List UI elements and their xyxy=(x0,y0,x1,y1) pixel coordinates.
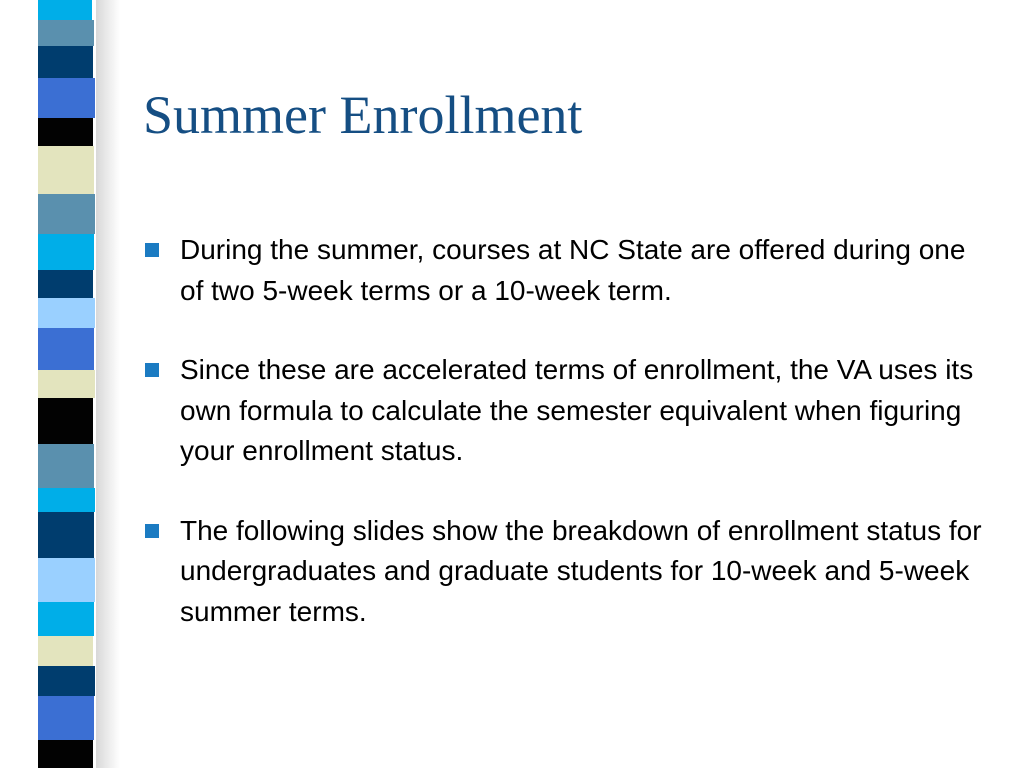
slide-title: Summer Enrollment xyxy=(143,85,583,145)
bullet-text: The following slides show the breakdown of enrollment status for undergraduates and graduate students for 10-week and 5-week summer terms. xyxy=(180,514,982,627)
bullet-item xyxy=(143,511,993,633)
bullet-item xyxy=(143,230,993,311)
bullet-item xyxy=(143,350,993,472)
square-bullet-icon xyxy=(145,243,159,257)
bullet-list xyxy=(143,230,993,671)
bullet-text: During the summer, courses at NC State are offered during one of two 5-week terms or a 10-week term. xyxy=(180,234,966,306)
decorative-stripe-bar xyxy=(0,0,120,768)
stripe-pattern-graphic xyxy=(0,0,120,768)
bullet-text: Since these are accelerated terms of enrollment, the VA uses its own formula to calculate the semester equivalent when figuring your enrollment status. xyxy=(180,354,974,466)
square-bullet-icon xyxy=(145,363,159,377)
square-bullet-icon xyxy=(145,524,159,538)
